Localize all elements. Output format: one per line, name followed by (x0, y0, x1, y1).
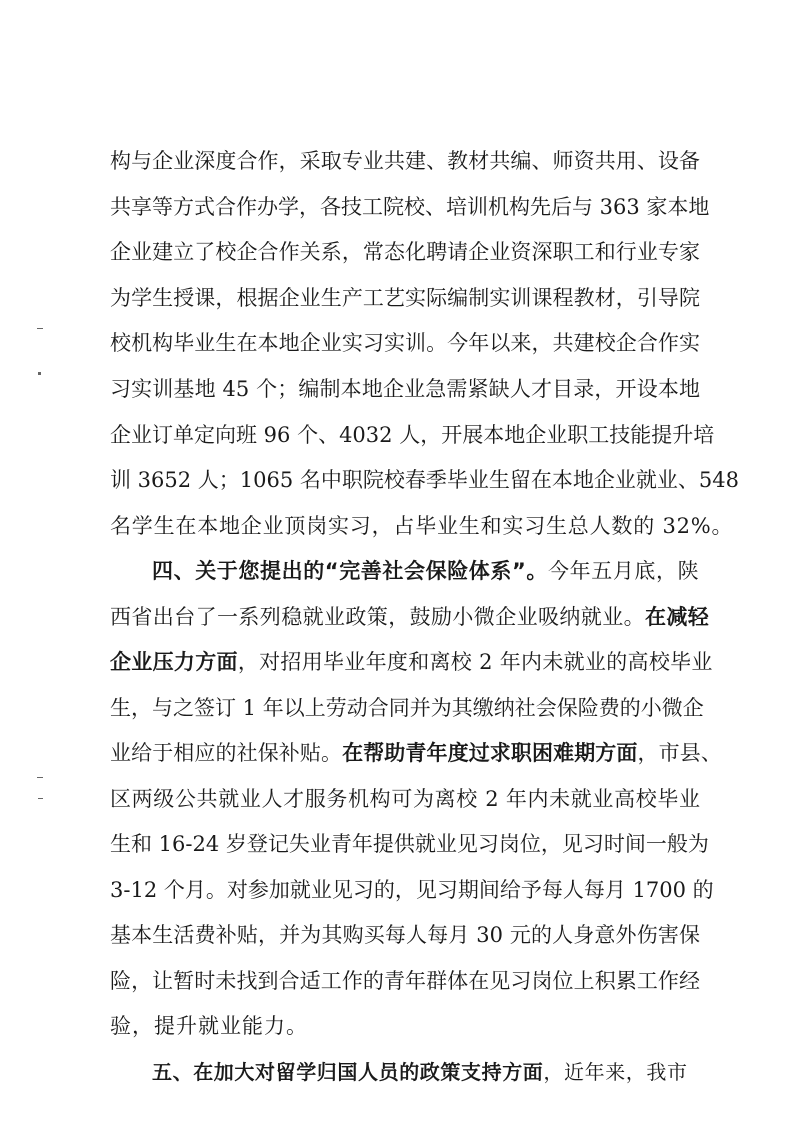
text-line: 生和 16-24 岁登记失业青年提供就业见习岗位，见习时间一般为 (110, 832, 709, 856)
section4-heading: 四、关于您提出的“完善社会保险体系”。 (152, 559, 549, 583)
scan-mark (37, 328, 43, 329)
text-line: 基本生活费补贴，并为其购买每人每月 30 元的人身意外伤害保 (110, 923, 700, 947)
text-line: 验，提升就业能力。 (110, 1014, 308, 1038)
text-run: 西省出台了一系列稳就业政策，鼓励小微企业吸纳就业。 (110, 605, 645, 629)
text-line: 3-12 个月。对参加就业见习的，见习期间给予每人每月 1700 的 (110, 878, 714, 902)
bold-run: 在帮助青年度过求职困难期方面 (342, 741, 638, 765)
bold-run: 在减轻 (645, 605, 710, 629)
bold-run: 企业压力方面 (110, 650, 238, 674)
text-line: 生，与之签订 1 年以上劳动合同并为其缴纳社会保险费的小微企 (110, 696, 704, 720)
text-line: 为学生授课，根据企业生产工艺实际编制实训课程教材，引导院 (110, 286, 700, 310)
section5-heading-line (152, 1053, 700, 1091)
text-line (110, 598, 710, 636)
scan-mark (38, 372, 41, 375)
text-run: ，市县、 (637, 741, 722, 765)
text-line (110, 734, 722, 772)
text-run: 今年五月底，陕 (548, 559, 700, 583)
section4-heading-line (152, 552, 700, 590)
text-run: 业给于相应的社保补贴。 (110, 741, 343, 765)
text-line (110, 643, 713, 681)
text-line: 名学生在本地企业顶岗实习，占毕业生和实习生总人数的 32%。 (110, 514, 734, 538)
text-line: 区两级公共就业人才服务机构可为离校 2 年内未就业高校毕业 (110, 787, 700, 811)
text-line: 校机构毕业生在本地企业实习实训。今年以来，共建校企合作实 (110, 331, 700, 355)
text-line: 构与企业深度合作，采取专业共建、教材共编、师资共用、设备 (110, 149, 700, 173)
text-line: 共享等方式合作办学，各技工院校、培训机构先后与 363 家本地 (110, 195, 710, 219)
text-line: 习实训基地 45 个；编制本地企业急需紧缺人才目录，开设本地 (110, 377, 700, 401)
text-line: 企业建立了校企合作关系，常态化聘请企业资深职工和行业专家 (110, 240, 700, 264)
section5-heading: 五、在加大对留学归国人员的政策支持方面 (152, 1060, 544, 1084)
text-line: 训 3652 人；1065 名中职院校春季毕业生留在本地企业就业、548 (110, 468, 739, 492)
text-run: ，近年来，我市 (543, 1060, 688, 1084)
text-run: ，对招用毕业年度和离校 2 年内未就业的高校毕业 (237, 650, 713, 674)
scan-mark (37, 777, 43, 778)
text-line: 企业订单定向班 96 个、4032 人，开展本地企业职工技能提升培 (110, 423, 715, 447)
text-line: 险，让暂时未找到合适工作的青年群体在见习岗位上积累工作经 (110, 969, 700, 993)
scan-mark (38, 798, 43, 799)
